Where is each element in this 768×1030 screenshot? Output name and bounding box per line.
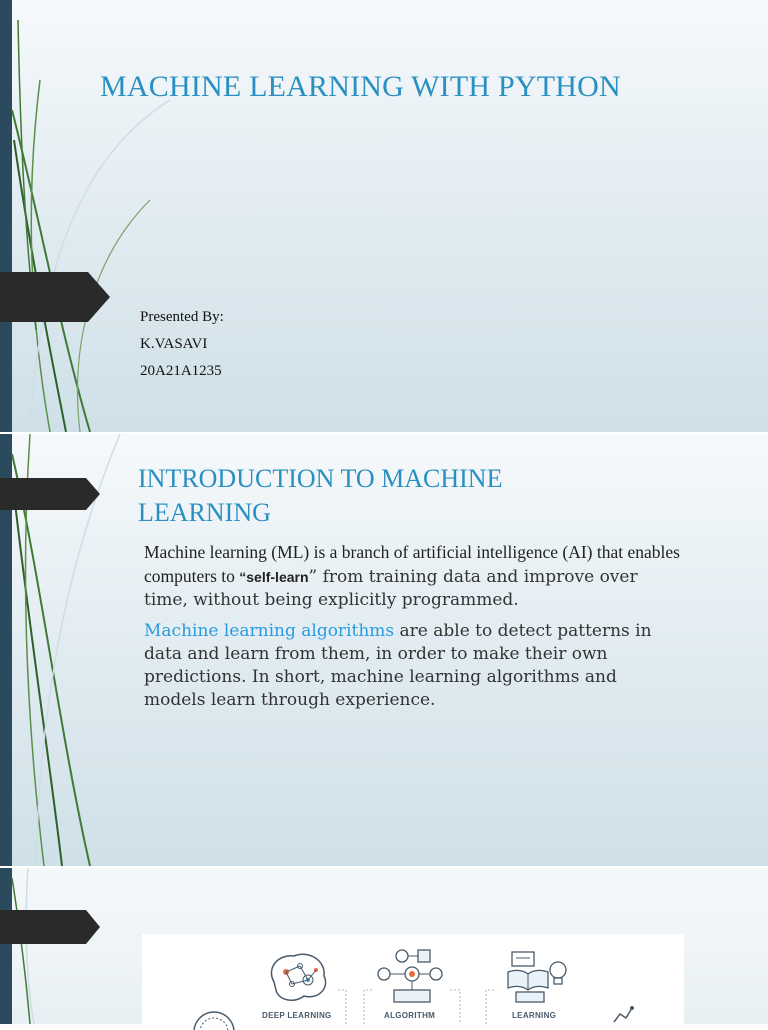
bullet-item [122,620,682,712]
algorithm-flow-icon [376,948,446,1006]
slide-tab-marker [0,910,110,960]
presented-by-label: Presented By: [140,309,224,325]
slide-title [0,0,768,432]
presenter-block [140,304,224,385]
slide-tab-marker [0,478,110,528]
deep-learning-label: DEEP LEARNING [262,1011,332,1020]
learning-label: LEARNING [512,1011,557,1020]
gear-circle-icon [192,1010,236,1030]
slide-side-bar [0,0,12,432]
introduction-heading [138,462,502,530]
presenter-name: K.VASAVI [140,336,208,352]
slide-tab-marker [0,272,110,322]
bullet1-text-part2: ” from training data and improve over time, without being explicitly programmed. [144,567,638,610]
books-lightbulb-icon [506,948,576,1006]
brain-network-icon [264,950,334,1006]
bullet2-highlight-link[interactable]: Machine learning algorithms [144,621,395,641]
algorithm-label: ALGORITHM [384,1011,436,1020]
bullet1-emphasis: “self-learn [239,569,309,585]
introduction-bullets [122,541,682,720]
presenter-roll-number: 20A21A1235 [140,363,222,379]
introduction-heading-line2: LEARNING [138,498,271,527]
introduction-heading-line1: INTRODUCTION TO MACHINE [138,464,503,493]
bullet1-text-part1: Machine learning (ML) is a branch of artificial intelligence (AI) that enables computers to [144,542,680,586]
presentation-title: MACHINE LEARNING WITH PYTHON [100,70,621,103]
bullet-item [122,541,682,612]
ml-concepts-diagram [142,934,684,1024]
line-graph-icon [612,1004,636,1024]
bullet2-text: are able to detect patterns in data and learn from them, in order to make their own predictions. In short, machine learning algorithms and models learn through experience. [144,621,652,710]
